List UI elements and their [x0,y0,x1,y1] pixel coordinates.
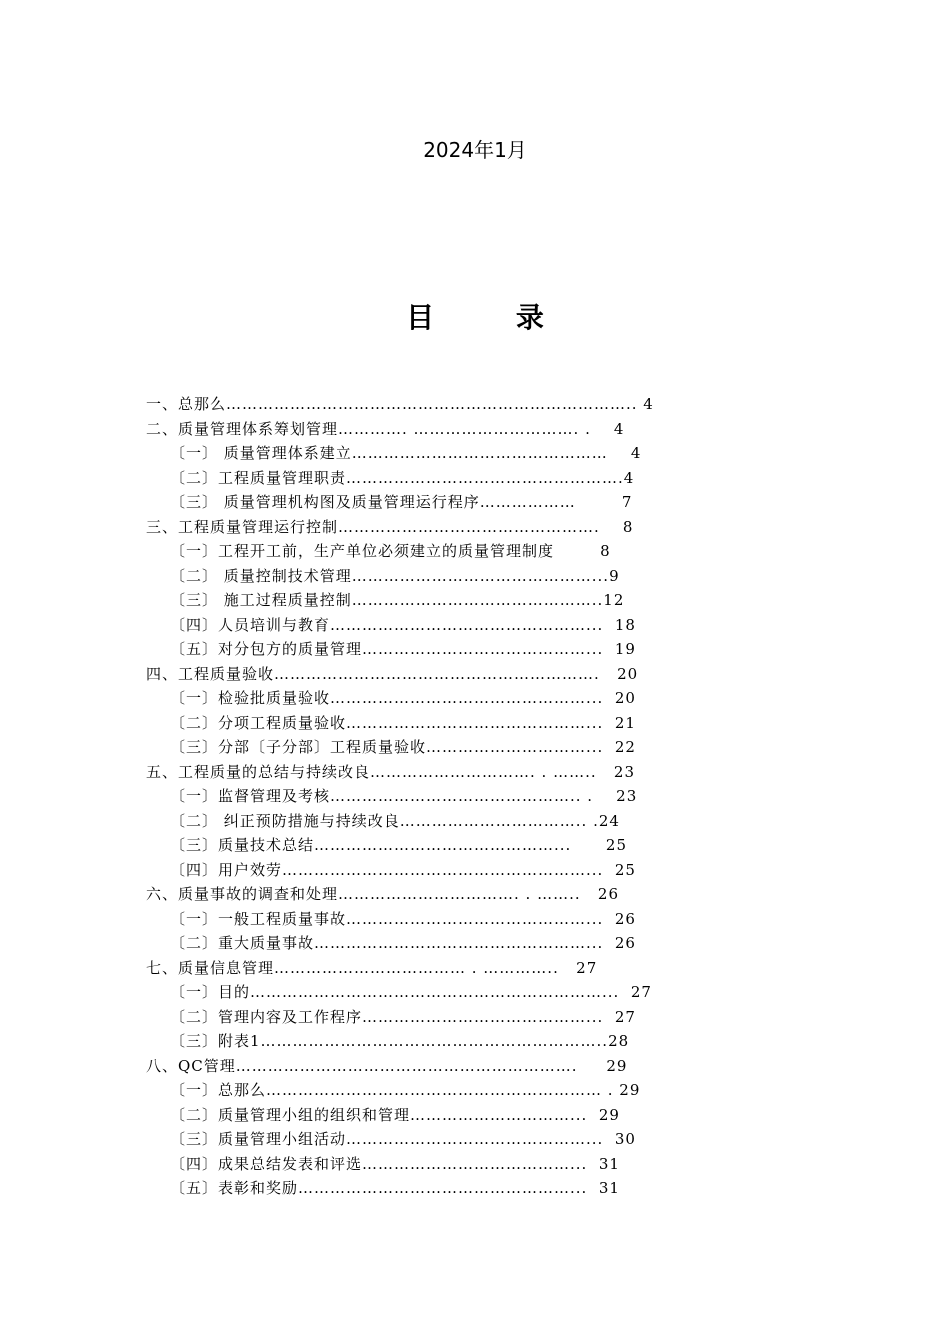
toc-entry-subsection: 〔二〕 纠正预防措施与持续改良…………………………….. .24 [170,811,620,830]
toc-entry-section: 二、质量管理体系筹划管理…………. …………………………. . 4 [146,419,625,438]
toc-entry-section: 八、QC管理………………………………………………………. 29 [146,1056,628,1075]
document-date: 2024年1月 [423,138,527,162]
table-of-contents [146,392,786,1201]
toc-entry-subsection: 〔三〕质量技术总结………………………………………... 25 [170,836,628,854]
toc-entry-subsection: 〔三〕 质量管理机构图及质量管理运行程序……………… 7 [170,493,633,511]
toc-entry-section: 六、质量事故的调查和处理……………………………. . …….. 26 [146,885,620,903]
toc-title: 目 录 [406,301,580,334]
toc-entry-section: 三、工程质量管理运行控制…………………………………………. 8 [146,517,634,536]
toc-entry-subsection: 〔二〕重大质量事故……………………………………………... 26 [170,934,636,952]
toc-entry-subsection: 〔一〕总那么……………………………………………………… . 29 [170,1081,641,1099]
toc-entry-subsection: 〔一〕 质量管理体系建立………………………………………… 4 [170,444,642,462]
toc-entry-section: 四、工程质量验收……………………………………………………. 20 [146,664,639,683]
toc-entry-subsection: 〔二〕 质量控制技术管理………………………………………...9 [170,566,620,585]
toc-entry-subsection: 〔三〕质量管理小组活动………………………………………... 30 [170,1130,636,1148]
toc-entry-subsection: 〔四〕人员培训与教育…………………………………………... 18 [170,615,636,634]
toc-entry-subsection: 〔一〕工程开工前，生产单位必须建立的质量管理制度 8 [170,542,611,560]
toc-entry-subsection: 〔一〕监督管理及考核……………………………………….. . 23 [170,787,638,805]
toc-entry-subsection: 〔二〕工程质量管理职责…………………………………………….4 [170,468,635,487]
toc-entry-subsection: 〔五〕对分包方的质量管理……………………………………... 19 [170,640,636,658]
toc-entry-subsection: 〔一〕一般工程质量事故………………………………………... 26 [170,909,636,928]
toc-entry-subsection: 〔三〕分部〔子分部〕工程质量验收…………………………... 22 [170,738,636,756]
toc-entry-subsection: 〔四〕成果总结发表和评选…………………………………... 31 [170,1154,620,1173]
toc-entry-subsection: 〔四〕用户效劳…………………………………………………... 25 [170,860,636,879]
toc-entry-subsection: 〔一〕目的…………………………………………………………... 27 [170,983,652,1001]
toc-entry-section: 一、总那么………………………………………………………………….. 4 [146,395,654,413]
toc-entry-subsection: 〔一〕检验批质量验收…………………………………………... 20 [170,689,636,707]
toc-entry-subsection: 〔二〕分项工程质量验收………………………………………... 21 [170,713,636,732]
toc-entry-subsection: 〔二〕管理内容及工作程序……………………………………... 27 [170,1007,636,1026]
toc-entry-section: 五、工程质量的总结与持续改良…………………………. . …….. 23 [146,762,636,781]
toc-entry-subsection: 〔五〕表彰和奖励……………………………………………... 31 [170,1179,620,1197]
toc-entry-subsection: 〔二〕质量管理小组的组织和管理…………………………... 29 [170,1105,620,1124]
toc-entry-subsection: 〔三〕附表1………………………………………………………..28 [170,1032,630,1050]
toc-entry-subsection: 〔三〕 施工过程质量控制………………………………………..12 [170,591,625,609]
toc-entry-section: 七、质量信息管理……………………………… . ………….. 27 [146,958,598,977]
